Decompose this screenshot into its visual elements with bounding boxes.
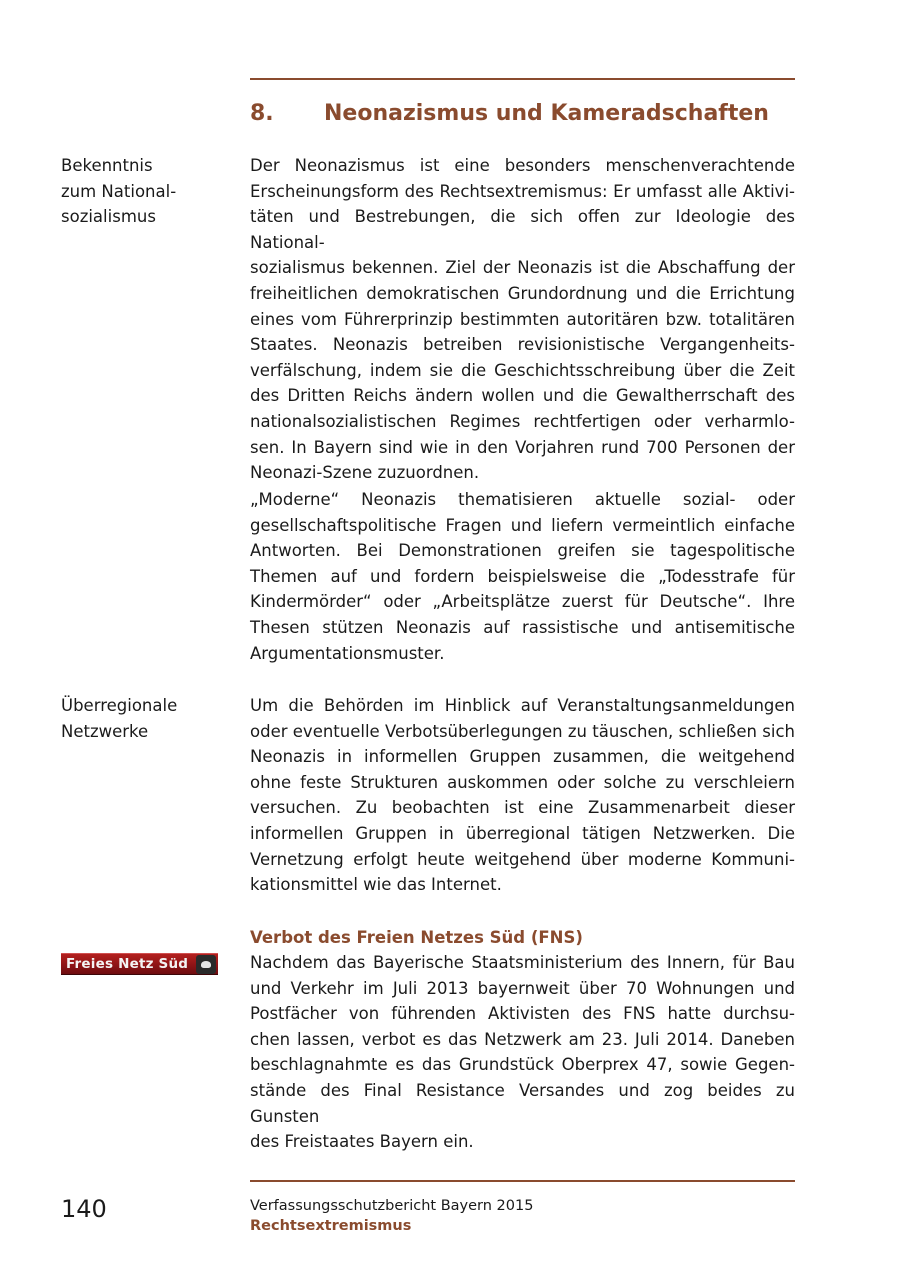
paragraph-line: des Freistaates Bayern ein.	[250, 1132, 474, 1152]
paragraph-line: Kindermörder“ oder „Arbeitsplätze zuerst für Deutsche“. Ihre	[250, 592, 795, 612]
footer-rule	[250, 1180, 795, 1182]
paragraph-line: Themen auf und fordern beispielsweise die „Todesstrafe für	[250, 566, 795, 586]
paragraph-line: eines vom Führerprinzip bestimmten autoritären bzw. totalitären	[250, 309, 795, 329]
header-rule	[250, 78, 795, 80]
paragraph-line: Neonazis in informellen Gruppen zusammen, die weitgehend	[250, 747, 795, 767]
paragraph-verbot-fns	[250, 950, 795, 1155]
margin-note-line: Bekenntnis	[61, 156, 153, 175]
paragraph-line: Argumentationsmuster.	[250, 643, 445, 663]
footer-publication-title: Verfassungsschutzbericht Bayern 2015	[250, 1198, 534, 1214]
paragraph-line: Neonazi-Szene zuzuordnen.	[250, 463, 480, 483]
paragraph-line: Nachdem das Bayerische Staatsministerium des Innern, für Bau	[250, 953, 795, 972]
paragraph-line: sen. In Bayern sind wie in den Vorjahren rund 700 Personen der	[250, 437, 795, 457]
paragraph-line: Postfächer von führenden Aktivisten des FNS hatte durchsu-	[250, 1004, 795, 1024]
paragraph-line: versuchen. Zu beobachten ist eine Zusammenarbeit dieser	[250, 798, 795, 818]
margin-note-line: Überregionale	[61, 696, 178, 715]
paragraph-line: Der Neonazismus ist eine besonders menschenverachtende	[250, 156, 795, 175]
paragraph-line: und Verkehr im Juli 2013 bayernweit über 70 Wohnungen und	[250, 978, 795, 998]
paragraph-line: ohne feste Strukturen auskommen oder solche zu verschleiern	[250, 772, 795, 792]
paragraph-line: täten und Bestrebungen, die sich offen zur Ideologie des National-	[250, 207, 795, 252]
paragraph-neonazismus-definition	[250, 153, 795, 486]
chapter-heading	[250, 99, 795, 129]
paragraph-line: des Dritten Reichs ändern wollen und die Gewaltherrschaft des	[250, 386, 795, 406]
paragraph-line: Antworten. Bei Demonstrationen greifen sie tagespolitische	[250, 541, 795, 561]
paragraph-line: sozialismus bekennen. Ziel der Neonazis ist die Abschaffung der	[250, 258, 795, 278]
paragraph-ueberregionale-netzwerke	[250, 693, 795, 898]
margin-note-line: zum National-	[61, 181, 177, 201]
paragraph-line: informellen Gruppen in überregional tätigen Netzwerken. Die	[250, 823, 795, 843]
paragraph-line: Erscheinungsform des Rechtsextremismus: Er umfasst alle Aktivi-	[250, 181, 795, 201]
paragraph-line: nationalsozialistischen Regimes rechtfertigen oder verharmlo-	[250, 411, 795, 431]
margin-note-netzwerke	[61, 693, 236, 744]
paragraph-line: Staates. Neonazis betreiben revisionistische Vergangenheits-	[250, 335, 795, 355]
margin-note-line: Netzwerke	[61, 721, 149, 741]
paragraph-line: chen lassen, verbot es das Netzwerk am 23. Juli 2014. Daneben	[250, 1029, 795, 1049]
paragraph-line: gesellschaftspolitische Fragen und liefern vermeintlich einfache	[250, 515, 795, 535]
section-subheading: Verbot des Freien Netzes Süd (FNS)	[250, 928, 583, 947]
fns-emblem-icon	[196, 955, 216, 974]
chapter-number: 8.	[250, 101, 274, 126]
paragraph-line: „Moderne“ Neonazis thematisieren aktuelle sozial- oder	[250, 490, 795, 509]
paragraph-line: kationsmittel wie das Internet.	[250, 875, 502, 895]
paragraph-moderne-neonazis	[250, 487, 795, 666]
paragraph-line: Um die Behörden im Hinblick auf Veranstaltungsanmeldungen	[250, 696, 795, 715]
logo-text: Freies Netz Süd	[66, 956, 189, 972]
margin-note-line: sozialismus	[61, 207, 156, 227]
paragraph-line: freiheitlichen demokratischen Grundordnung und die Errichtung	[250, 283, 795, 303]
fns-logo	[61, 953, 218, 975]
page-number: 140	[61, 1195, 107, 1223]
footer-section-label: Rechtsextremismus	[250, 1218, 412, 1234]
margin-note-bekenntnis	[61, 153, 236, 230]
paragraph-line: Vernetzung erfolgt heute weitgehend über moderne Kommuni-	[250, 849, 795, 869]
paragraph-line: stände des Final Resistance Versandes und zog beides zu Gunsten	[250, 1080, 795, 1126]
paragraph-line: oder eventuelle Verbotsüberlegungen zu täuschen, schließen sich	[250, 721, 795, 741]
paragraph-line: beschlagnahmte es das Grundstück Oberprex 47, sowie Gegen-	[250, 1055, 795, 1075]
chapter-title: Neonazismus und Kameradschaften	[324, 101, 769, 126]
paragraph-line: Thesen stützen Neonazis auf rassistische und antisemitische	[250, 617, 795, 637]
paragraph-line: verfälschung, indem sie die Geschichtsschreibung über die Zeit	[250, 360, 795, 380]
